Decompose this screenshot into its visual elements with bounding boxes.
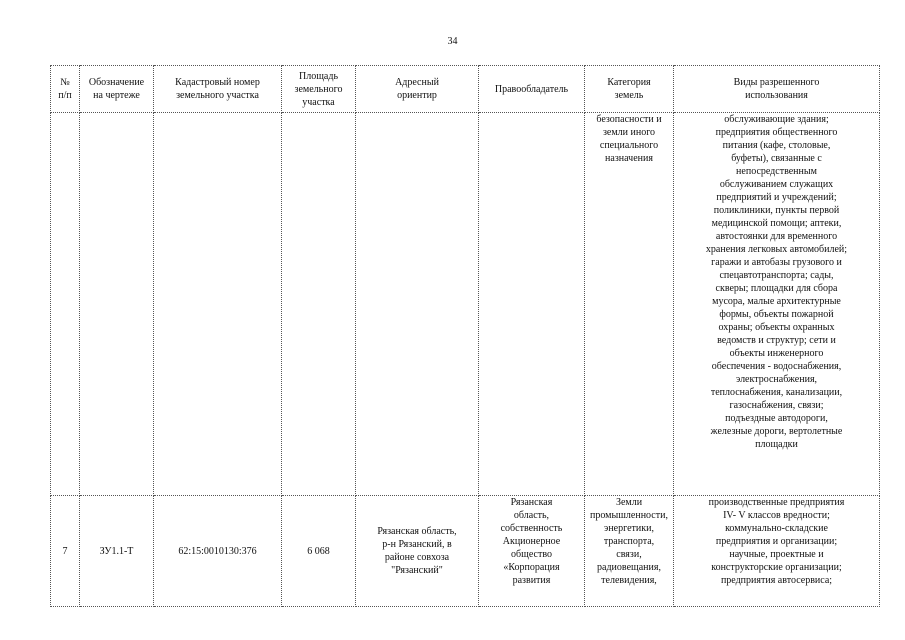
land-plots-table bbox=[50, 65, 880, 607]
header-permitted-use: Виды разрешенного использования bbox=[674, 66, 880, 113]
cell-cadastral-empty bbox=[154, 113, 282, 496]
cell-permitted-use: производственные предприятия IV- V классов вредности; коммунально-складские предприятия и организации; научные, проектные и конструкторские организации; предприятия автосервиса; bbox=[674, 496, 880, 607]
table-row bbox=[51, 113, 880, 496]
cell-category: безопасности и земли иного специального назначения bbox=[585, 113, 674, 496]
cell-permitted-use: обслуживающие здания; предприятия общественного питания (кафе, столовые, буфеты), связанные с непосредственным обслуживанием служащих предприятий и учреждений; поликлиники, пункты первой медицинской помощи; аптеки, автостоянки для временного хранения легковых автомобилей; гаражи и автобазы грузового и спецавтотранспорта; сады, скверы; площадки для сбора мусора, малые архитектурные формы, объекты пожарной охраны; объекты охранных ведомств и структур; сети и объекты инженерного обеспечения - водоснабжения, электроснабжения, теплоснабжения, канализации, газоснабжения, связи; подъездные автодороги, железные дороги, вертолетные площадки bbox=[674, 113, 880, 496]
cell-category: Земли промышленности, энергетики, транспорта, связи, радиовещания, телевидения, bbox=[585, 496, 674, 607]
header-number: № п/п bbox=[51, 66, 80, 113]
cell-area: 6 068 bbox=[282, 496, 356, 607]
header-cadastral-number: Кадастровый номер земельного участка bbox=[154, 66, 282, 113]
cell-owner: Рязанская область, собственность Акционерное общество «Корпорация развития bbox=[479, 496, 585, 607]
cell-cadastral-number: 62:15:0010130:376 bbox=[154, 496, 282, 607]
header-area: Площадь земельного участка bbox=[282, 66, 356, 113]
header-address: Адресный ориентир bbox=[356, 66, 479, 113]
cell-designation-empty bbox=[80, 113, 154, 496]
cell-area-empty bbox=[282, 113, 356, 496]
cell-owner-empty bbox=[479, 113, 585, 496]
cell-designation: ЗУ1.1-Т bbox=[80, 496, 154, 607]
cell-address-empty bbox=[356, 113, 479, 496]
cell-address: Рязанская область, р-н Рязанский, в районе совхоза "Рязанский" bbox=[356, 496, 479, 607]
page-number: 34 bbox=[447, 36, 458, 47]
header-owner: Правообладатель bbox=[479, 66, 585, 113]
cell-number-empty bbox=[51, 113, 80, 496]
header-category: Категория земель bbox=[585, 66, 674, 113]
header-designation: Обозначение на чертеже bbox=[80, 66, 154, 113]
table-row bbox=[51, 496, 880, 607]
table-header-row bbox=[51, 66, 880, 113]
cell-number: 7 bbox=[51, 496, 80, 607]
